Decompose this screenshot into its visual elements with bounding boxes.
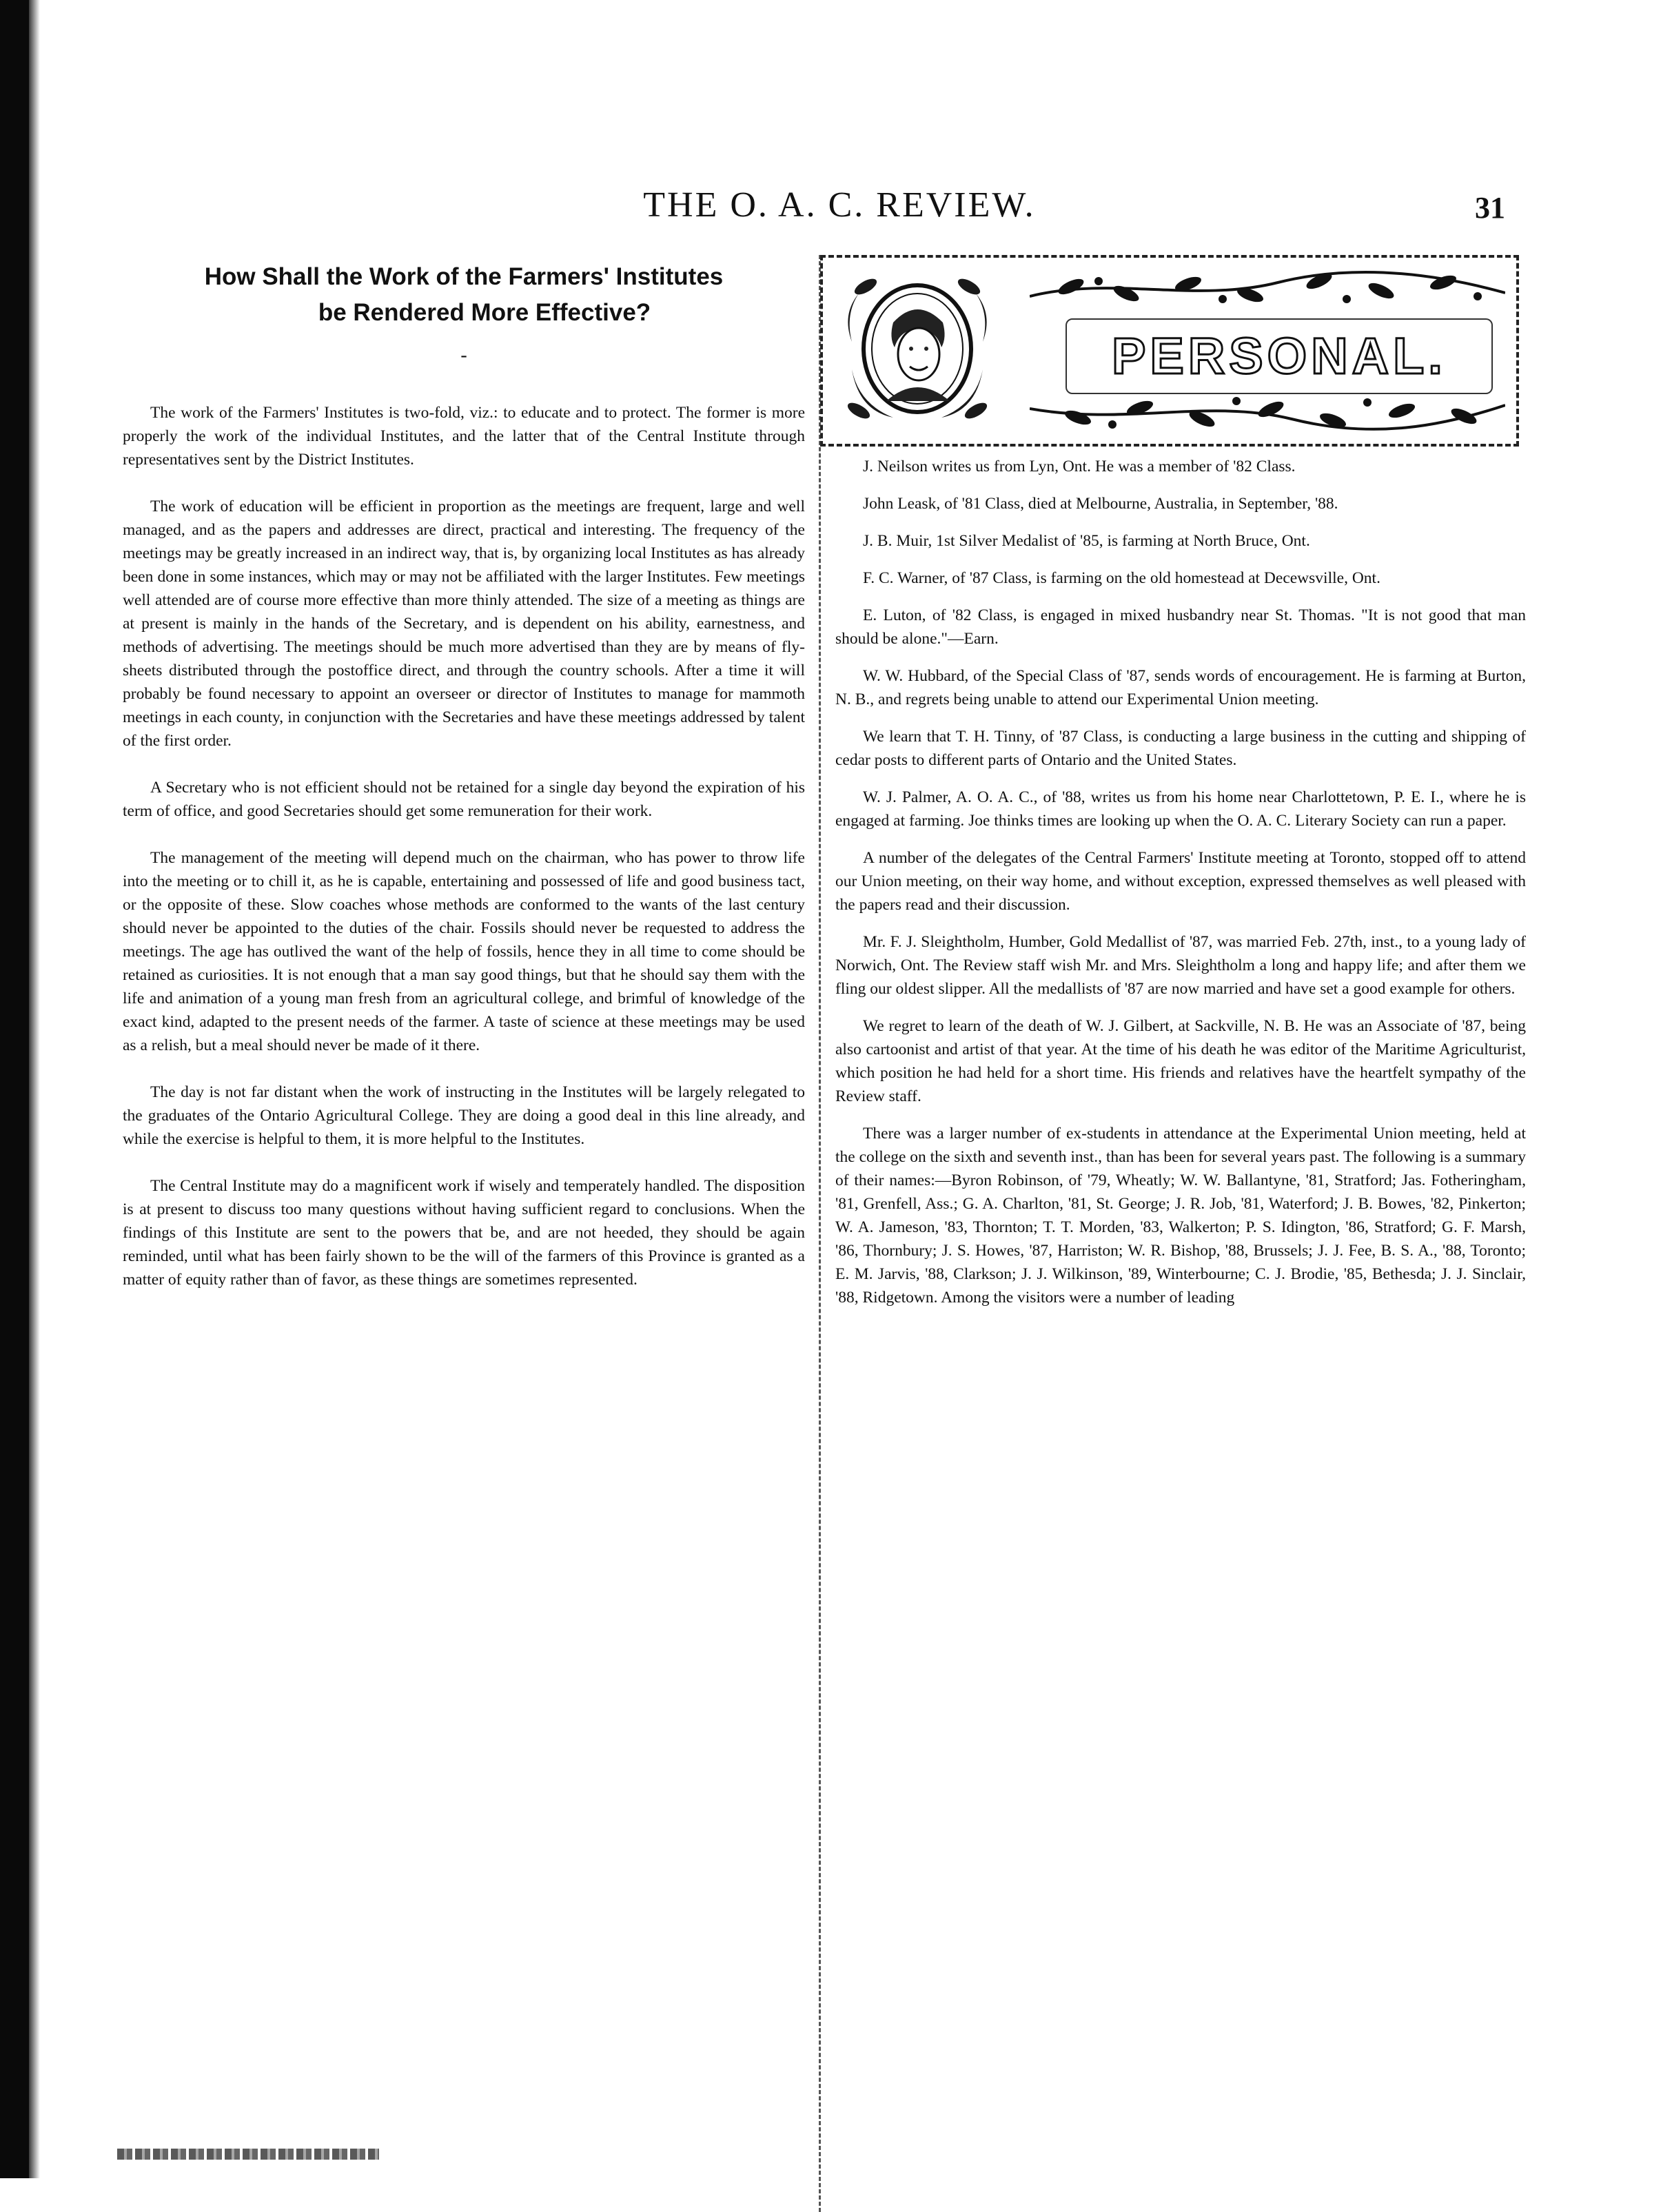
personal-item: There was a larger number of ex-students in attendance at the Experimental Union meeting, held at the college on the sixth and seventh inst., than has been for several years past. The following is a summary of their names:—Byron Robinson, of '79, Wheatly; W. W. Ballantyne, '81, Stratford; Jas. Fotheringham, '81, Grenfell, Ass.; G. A. Charlton, '81, St. George; J. R. Job, '81, Waterford; J. B. Bowes, '82, Pinkerton; W. A. Jameson, '83, Thornton; T. T. Morden, '83, Walkerton; P. S. Idington, '86, Stratford; G. F. Marsh, '86, Thornbury; J. S. Howes, '87, Harriston; W. R. Bishop, '88, Brussels; J. J. Fee, B. S. A., '88, Toronto; E. M. Jarvis, '88, Clarkson; J. J. Wilkinson, '89, Winterbourne; C. J. Brodie, '85, Bethesda; J. J. Sinclair, '88, Ridgetown. Among the visitors were a number of leading (835, 1125, 1526, 1307)
article-title-line-2: be Rendered More Effective? (318, 299, 651, 326)
personal-item: J. B. Muir, 1st Silver Medalist of '85, is farming at North Bruce, Ont. (863, 532, 1310, 550)
running-title: THE O. A. C. REVIEW. (643, 185, 1036, 225)
scan-left-edge (0, 0, 29, 2178)
personal-item: Mr. F. J. Sleightholm, Humber, Gold Medallist of '87, was married Feb. 27th, inst., to a young lady of Norwich, Ont. The Review staff wish Mr. and Mrs. Sleightholm a long and happy life; and after them we fling our oldest slipper. All the medallists of '87 are now married and have set a good example for others. (835, 933, 1526, 998)
personal-item: E. Luton, of '82 Class, is engaged in mixed husbandry near St. Thomas. "It is not good that man should be alone."—Earn. (835, 606, 1526, 648)
personal-heading: PERSONAL. (1066, 318, 1493, 394)
title-separator: - (460, 345, 467, 366)
scan-edge-shadow (29, 0, 40, 2178)
personal-item: J. Neilson writes us from Lyn, Ont. He was a member of '82 Class. (863, 458, 1296, 475)
personal-item: W. W. Hubbard, of the Special Class of '87, sends words of encouragement. He is farming at Burton, N. B., and regrets being unable to attend our Experimental Union meeting. (835, 667, 1526, 708)
scan-smudge (117, 2149, 379, 2160)
personal-item: A number of the delegates of the Central Farmers' Institute meeting at Toronto, stopped off to attend our Union meeting, on their way home, and without exception, expressed themselves as well pleased with the papers read and their discussion. (835, 849, 1526, 914)
article-paragraph: The work of education will be efficient in proportion as the meetings are frequent, large and well managed, and as the papers and addresses are direct, practical and interesting. The frequency of the meetings may be greatly increased in an indirect way, that is, by organizing local Institutes as has already been done in some instances, which may or may not be affiliated with the larger Institutes. Few meetings well attended are of course more effective than more thinly attended. The size of a meeting as things are at present is mainly in the hands of the Secretary, and is dependent on his ability, earnestness, and methods of advertising. The meetings should be much more advertised than they are by means of fly-sheets distributed through the postoffice direct, and through the country schools. After a time it will probably be found necessary to appoint an overseer or director of Institutes to manage for mammoth meetings in each county, in conjunction with the Secretaries and have these meetings addressed by talent of the first order. (123, 498, 805, 750)
vine-ornament-icon (1030, 269, 1505, 310)
article-paragraph: The management of the meeting will depend much on the chairman, who has power to throw life into the meeting or to chill it, as he is capable, entertaining and possessed of life and good business tact, or the opposite of these. Slow coaches whose methods are conformed to the wants of the last century should never be appointed to the duties of the chair. Fossils should never be requested to address the meetings. The age has outlived the want of the help of fossils, hence they in all time to come should be retained as curiosities. It is not enough that a man say good things, but that he should say them with the life and animation of a young man fresh from an agricultural college, and brimful of knowledge of the exact kind, adapted to the present needs of the farmer. A taste of science at these meetings may be used as a relish, but a meal should never be made of it there. (123, 849, 805, 1054)
personal-item: W. J. Palmer, A. O. A. C., of '88, writes us from his home near Charlottetown, P. E. I., where he is engaged at farming. Joe thinks times are looking up when the O. A. C. Literary Society can run a paper. (835, 788, 1526, 830)
left-column (123, 255, 805, 1315)
article-paragraph: The work of the Farmers' Institutes is two-fold, viz.: to educate and to protect. The former is more properly the work of the individual Institutes, and the latter that of the Central Institute through representatives sent by the District Institutes. (123, 404, 805, 469)
personal-item: We learn that T. H. Tinny, of '87 Class, is conducting a large business in the cutting and shipping of cedar posts to different parts of Ontario and the United States. (835, 728, 1526, 769)
personal-item: F. C. Warner, of '87 Class, is farming on the old homestead at Decewsville, Ont. (863, 569, 1380, 587)
article-title-line-1: How Shall the Work of the Farmers' Institutes (204, 263, 724, 290)
running-head (0, 185, 1672, 233)
page-number: 31 (1475, 191, 1505, 225)
personal-item: We regret to learn of the death of W. J. Gilbert, at Sackville, N. B. He was an Associate of '87, being also cartoonist and artist of that year. At the time of his death he was editor of the Maritime Agriculturist, which position he had held for a short time. His friends and relatives have the heartfelt sympathy of the Review staff. (835, 1017, 1526, 1105)
portrait-medallion-icon (838, 266, 997, 431)
column-rule (819, 255, 821, 2212)
personal-item: John Leask, of '81 Class, died at Melbourne, Australia, in September, '88. (863, 495, 1338, 513)
personal-banner (820, 255, 1519, 447)
vine-ornament-icon (1030, 391, 1505, 433)
article-paragraph: The Central Institute may do a magnificent work if wisely and temperately handled. The disposition is at present to discuss too many questions without having sufficient regard to conclusions. When the findings of this Institute are sent to the powers that be, and are not heeded, they should be again reminded, until what has been fairly shown to be the will of the farmers of this Province is granted as a matter of equity rather than of favor, as these things are sometimes represented. (123, 1177, 805, 1289)
article-paragraph: A Secretary who is not efficient should not be retained for a single day beyond the expiration of his term of office, and good Secretaries should get some remuneration for their work. (123, 779, 805, 820)
article-paragraph: The day is not far distant when the work of instructing in the Institutes will be largely relegated to the graduates of the Ontario Agricultural College. They are doing a good deal in this line already, and while the exercise is helpful to them, it is more helpful to the Institutes. (123, 1083, 805, 1148)
article-title (123, 259, 805, 331)
right-column (835, 455, 1526, 1323)
